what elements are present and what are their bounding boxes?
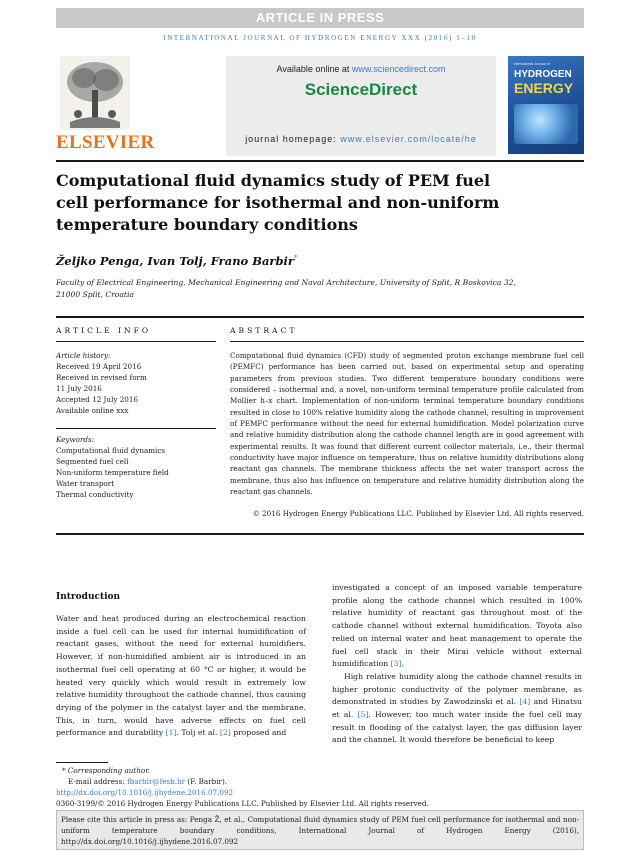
keyword-item: Water transport <box>56 479 115 488</box>
introduction-heading: Introduction <box>56 592 121 602</box>
keywords-rule <box>56 428 216 429</box>
history-item: Received in revised form <box>56 373 147 382</box>
abstract-bottom-divider <box>56 533 584 535</box>
author-email-link[interactable]: fbarbir@fesb.hr <box>127 777 186 786</box>
cover-top-text: International Journal of <box>514 62 550 66</box>
reference-link[interactable]: [5] <box>357 710 369 720</box>
journal-homepage-link[interactable]: www.elsevier.com/locate/he <box>340 134 477 144</box>
author-list: Željko Penga, Ivan Tolj, Frano Barbir* <box>56 254 298 268</box>
keyword-item: Computational fluid dynamics <box>56 446 166 455</box>
cover-artwork <box>514 104 578 144</box>
doi-link[interactable]: http://dx.doi.org/10.1016/j.ijhydene.2016.07.092 <box>56 788 234 797</box>
keyword-item: Thermal conductivity <box>56 490 134 499</box>
journal-homepage-line: journal homepage: www.elsevier.com/locate/he <box>245 134 477 144</box>
reference-link[interactable]: [4] <box>519 697 531 707</box>
citation-box: Please cite this article in press as: Penga Ž, et al., Computational fluid dynamics study of PEM fuel cell performance for isothermal and non-uniform temperature boundary conditions, International Journal of Hydrogen Energy (2016), http://dx.doi.org/10.1016/j.ijhydene.2016.07.092 <box>56 810 584 850</box>
intro-right-column <box>332 582 582 747</box>
footnote-rule <box>56 762 108 763</box>
intro-paragraph: investigated a concept of an imposed variable temperature profile along the cathode channel which resulted in 100% relative humidity of reactant gas throughout most of the cathode channel without external humidification. Toyota also relied on internal water and heat management to operate the fuel cell stack in their Mirai vehicle without external humidification [3]. <box>332 583 582 669</box>
history-item: 11 July 2016 <box>56 384 102 393</box>
keywords-block <box>56 434 216 500</box>
history-item: Available online xxx <box>56 406 129 415</box>
abstract-rule <box>230 341 584 342</box>
available-online-line: Available online at www.sciencedirect.com <box>276 64 446 74</box>
keyword-item: Non-uniform temperature field <box>56 468 169 477</box>
header-divider <box>56 160 584 162</box>
history-label: Article history: <box>56 351 111 360</box>
publisher-logo <box>56 50 155 158</box>
abstract-copyright: © 2016 Hydrogen Energy Publications LLC. Published by Elsevier Ltd. All rights reserved. <box>252 509 584 518</box>
reference-link[interactable]: [2] <box>219 728 231 738</box>
cover-title-energy: ENERGY <box>514 80 574 96</box>
journal-header-box <box>226 56 496 156</box>
history-item: Received 19 April 2016 <box>56 362 142 371</box>
sciencedirect-link[interactable]: www.sciencedirect.com <box>351 64 446 74</box>
elsevier-tree-icon <box>60 56 130 130</box>
cover-title-hydrogen: HYDROGEN <box>514 69 572 80</box>
reference-link[interactable]: [3] <box>390 659 402 669</box>
issn-line: 0360-3199/© 2016 Hydrogen Energy Publications LLC. Published by Elsevier Ltd. All rights reserved. <box>56 799 429 808</box>
elsevier-wordmark: ELSEVIER <box>56 132 155 153</box>
journal-running-head: INTERNATIONAL JOURNAL OF HYDROGEN ENERGY XXX (2016) 1–10 <box>163 34 477 42</box>
article-history <box>56 350 216 416</box>
article-info-rule <box>56 341 216 342</box>
reference-link[interactable]: [1] <box>165 728 177 738</box>
intro-paragraph: High relative humidity along the cathode channel results in higher protonic conductivity of the polymer membrane, as demonstrated in studies by Zawodzinski et al. [4] and Hinatsu et al. [5]. However, too much water inside the fuel cell may result in flooding of the catalyst layer, the gas diffusion layer and the channel. It would therefore be beneficial to keep <box>332 671 582 745</box>
article-info-heading: ARTICLE INFO <box>56 326 152 335</box>
info-top-divider <box>56 316 584 318</box>
corresponding-author-mark[interactable]: * <box>293 254 298 263</box>
history-item: Accepted 12 July 2016 <box>56 395 138 404</box>
intro-left-column: Water and heat produced during an electrochemical reaction inside a fuel cell can be used for internal humidification of reactant gases, without the need for external humidifiers. However, if non-humidified ambient air is introduced in an isothermal fuel cell operating at 60 °C or higher, it would be heated very quickly which would result in extremely low relative humidity throughout the cathode channel, thus causing drying of the polymer in the catalyst layer and the membrane. This, in turn, would have adverse effects on fuel cell performance and durability [1]. Tolj et al. [2] proposed and <box>56 614 306 738</box>
corresponding-author-note: * Corresponding author. <box>62 766 151 775</box>
article-title: Computational fluid dynamics study of PEM fuel cell performance for isothermal and non-uniform temperature boundary conditions <box>56 171 500 234</box>
author-affiliation: Faculty of Electrical Engineering, Mechanical Engineering and Naval Architecture, University of Split, R Boskovica 32, 21000 Split, Croatia <box>56 278 516 299</box>
abstract-text: Computational fluid dynamics (CFD) study of segmented proton exchange membrane fuel cell (PEMFC) performance has been carried out, based on experimental setup and operating parameters from previous studies. Two different temperature boundary conditions were considered – isothermal and, a novel, non-uniform terminal temperature profile calculated from Mollier h–x chart. Implementation of non-uniform terminal temperature boundary conditions resulted in close to 100% relative humidity along the cathode channel, resulting in improvement of PEMFC performance without the need for external humidification. Model polarization curve and relative humidity distribution along the cathode channel length are in good agreement with experimental results. It was found that different current collector materials, i.e., their thermal conductivity have major influence on temperature, thus on relative humidity distributions along reactant gas channels. The membrane thickness affects the net water transport across the membrane, thus also has influence on temperature and relative humidity distribution along the reactant gas channels. <box>230 351 584 497</box>
article-in-press-banner: ARTICLE IN PRESS <box>56 8 584 28</box>
journal-cover-image <box>508 56 584 154</box>
email-line: E-mail address: fbarbir@fesb.hr (F. Barbir). <box>68 777 228 786</box>
doi-line <box>56 787 233 798</box>
abstract-heading: ABSTRACT <box>230 326 298 335</box>
keywords-label: Keywords: <box>56 435 95 444</box>
keyword-item: Segmented fuel cell <box>56 457 129 466</box>
sciencedirect-logo: ScienceDirect <box>304 80 418 99</box>
